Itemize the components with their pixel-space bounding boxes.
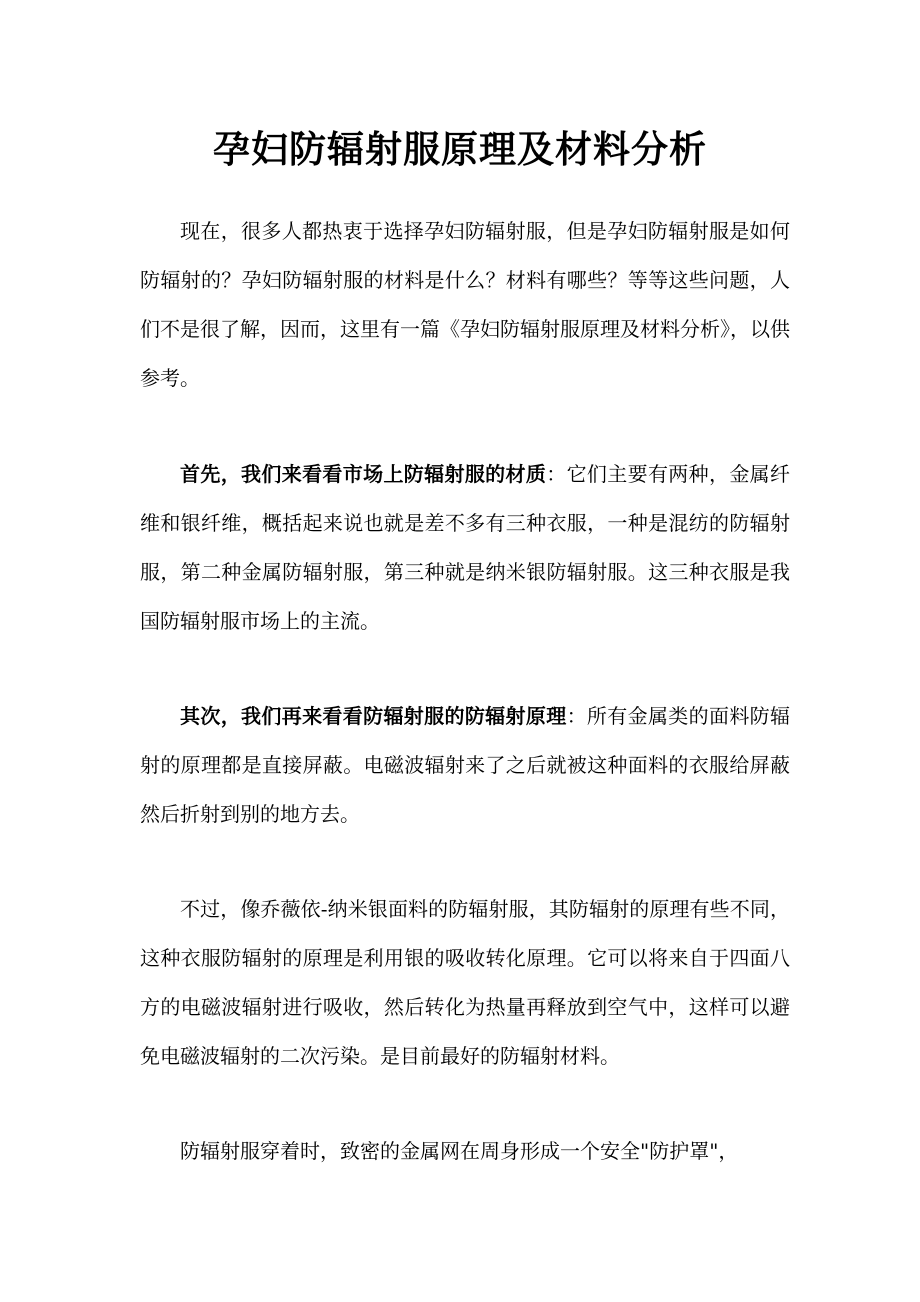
paragraph-lead: 首先，我们来看看市场上防辐射服的材质 (180, 462, 547, 486)
paragraph-text: ：所有金属类的面料防辐射的原理都是直接屏蔽。电磁波辐射来了之后就被这种面料的衣服给屏蔽然后折射到别的地方去。 (140, 704, 791, 826)
paragraph-text: 不过，像乔薇依-纳米银面料的防辐射服，其防辐射的原理有些不同，这种衣服防辐射的原理是利用银的吸收转化原理。它可以将来自于四面八方的电磁波辐射进行吸收，然后转化为热量再释放到空气中，这样可以避免电磁波辐射的二次污染。是目前最好的防辐射材料。 (140, 897, 790, 1068)
paragraph-nano-silver (140, 885, 790, 1081)
paragraph-text: ：它们主要有两种，金属纤维和银纤维，概括起来说也就是差不多有三种衣服，一种是混纺的防辐射服，第二种金属防辐射服，第三种就是纳米银防辐射服。这三种衣服是我国防辐射服市场上的主流。 (140, 462, 791, 633)
paragraph-materials (140, 450, 790, 646)
paragraph-text: 现在，很多人都热衷于选择孕妇防辐射服，但是孕妇防辐射服是如何防辐射的？孕妇防辐射服的材料是什么？材料有哪些？等等这些问题，人们不是很了解，因而，这里有一篇《孕妇防辐射服原理及材料分析》，以供参考。 (140, 219, 790, 390)
paragraph-text: 防辐射服穿着时，致密的金属网在周身形成一个安全"防护罩"， (180, 1139, 739, 1163)
paragraph-lead: 其次，我们再来看看防辐射服的防辐射原理 (180, 704, 567, 728)
paragraph-wearing (140, 1127, 790, 1176)
paragraph-principle (140, 692, 790, 839)
document-title: 孕妇防辐射服原理及材料分析 (213, 128, 707, 171)
paragraph-intro (140, 207, 790, 403)
